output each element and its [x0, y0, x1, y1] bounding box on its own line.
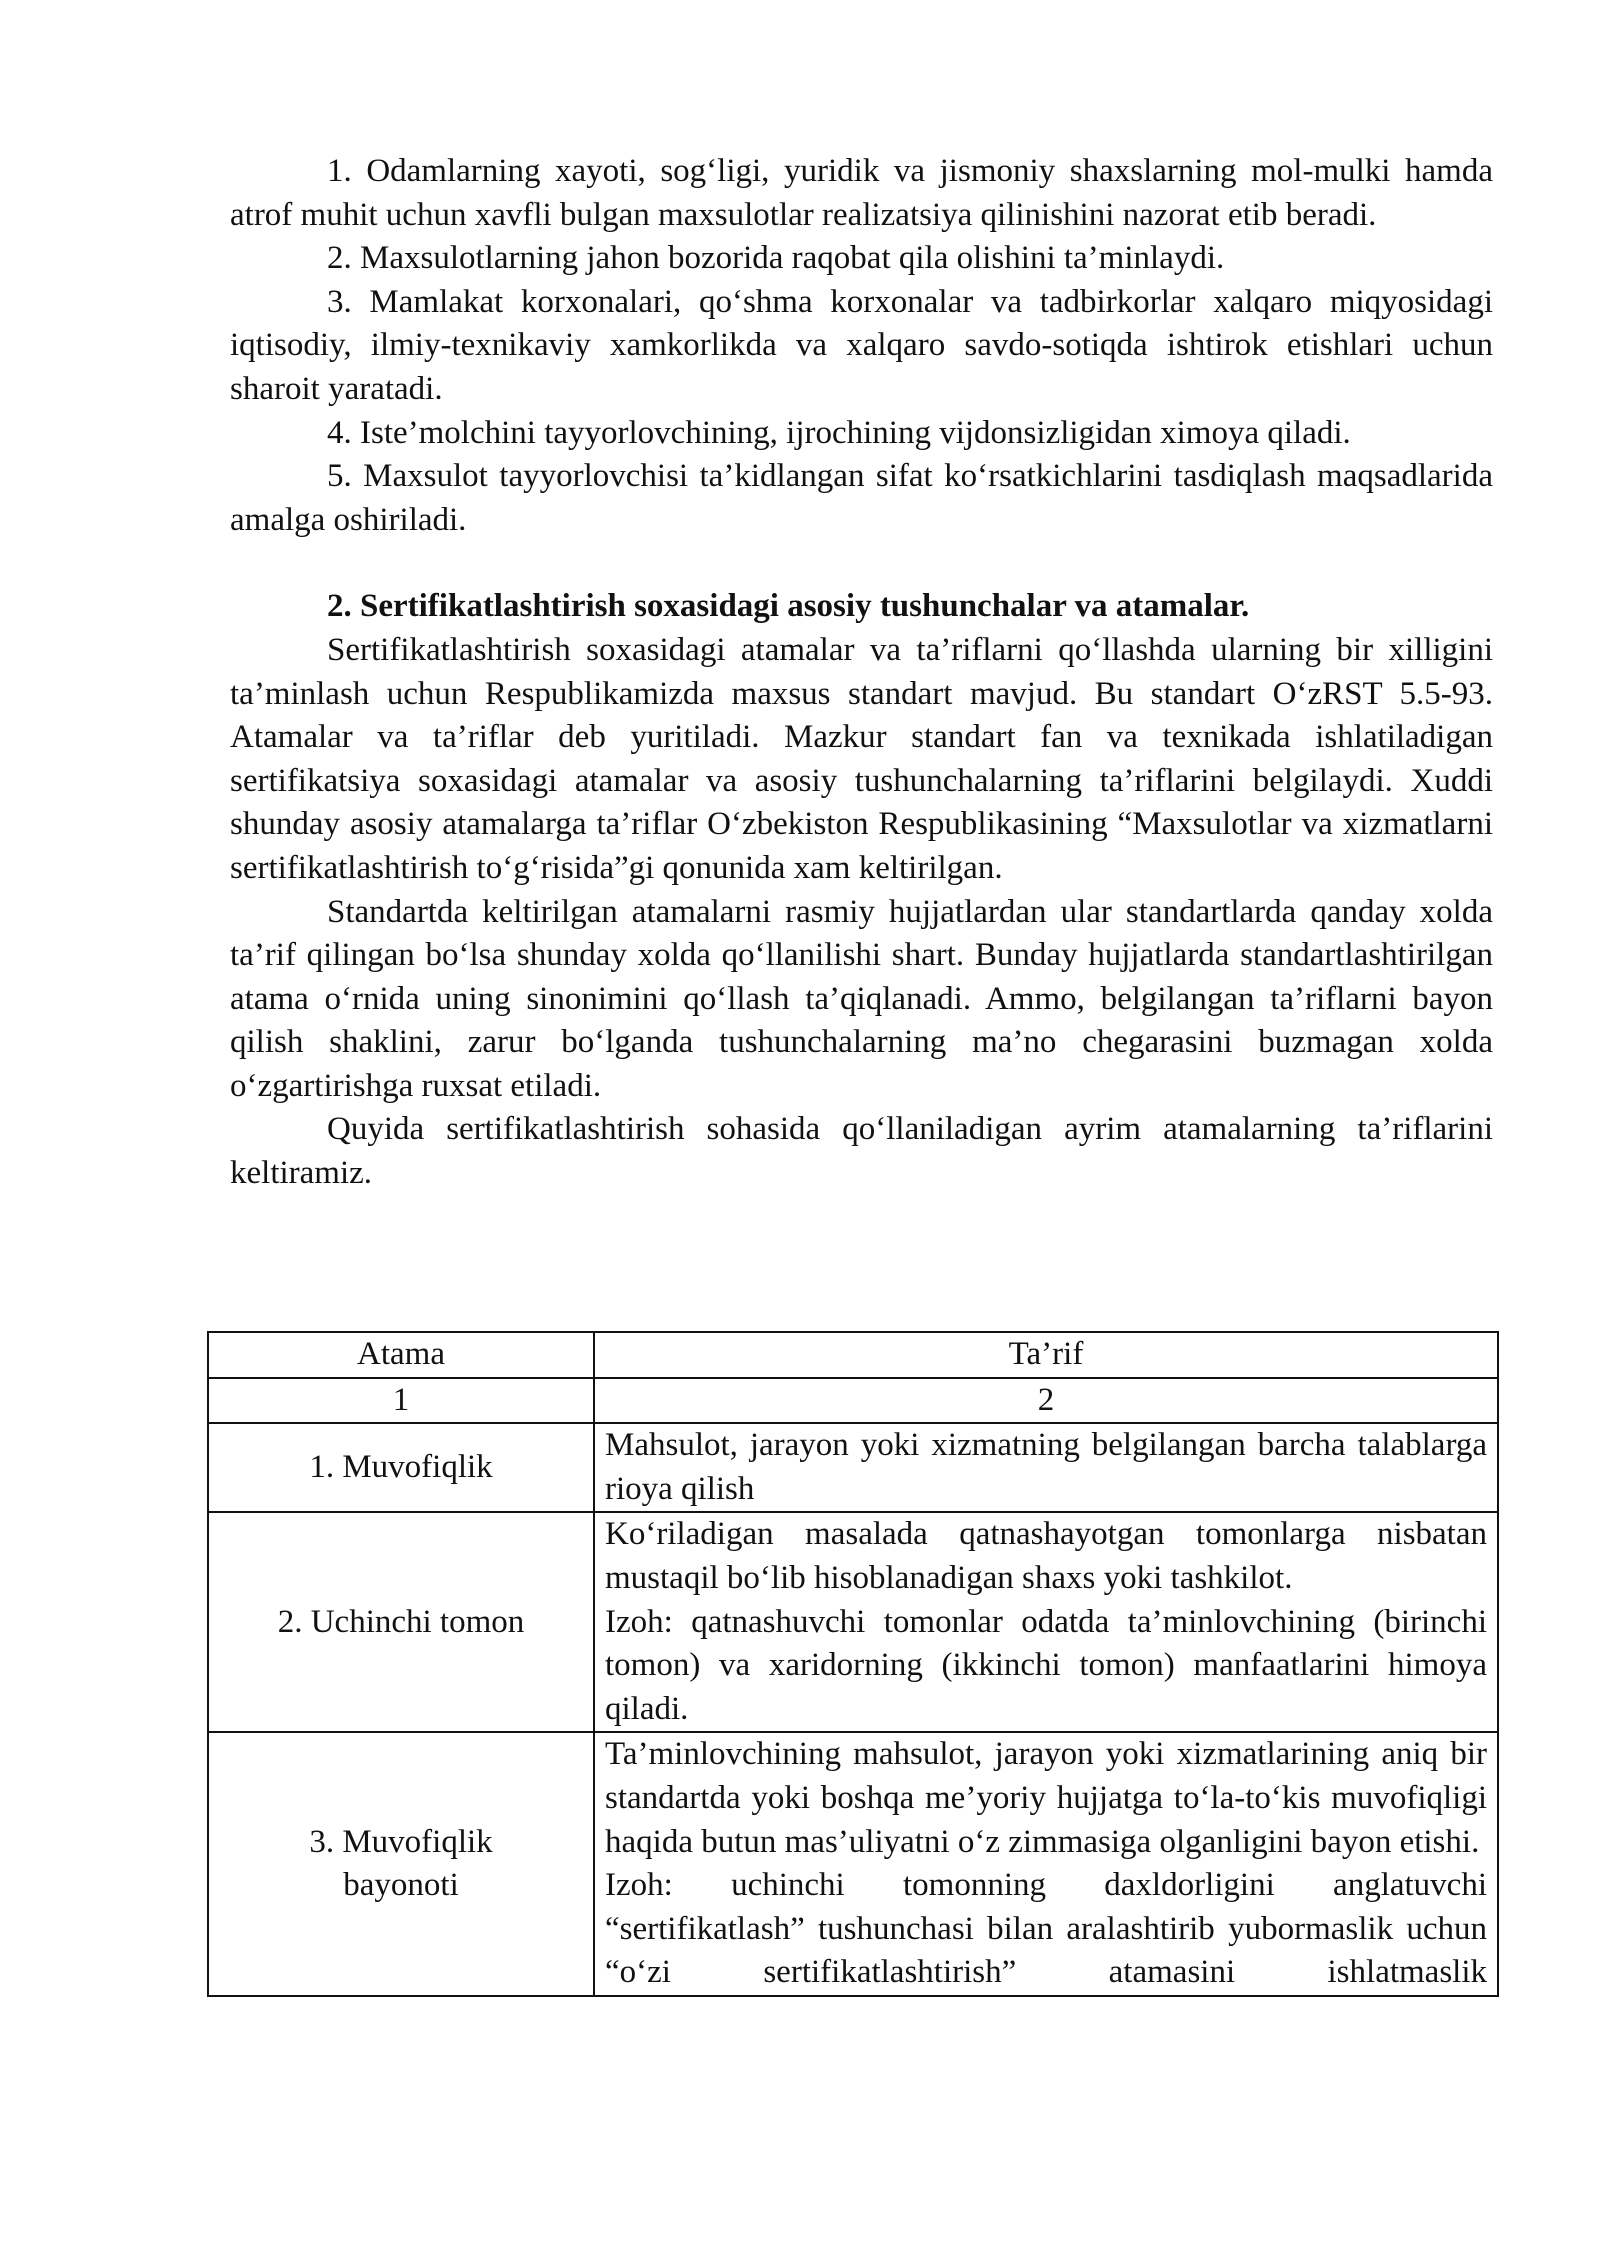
section-heading: 2. Sertifikatlashtirish soxasidagi asosiy tushunchalar va atamalar.	[327, 588, 1250, 625]
definition-note: Izoh: uchinchi tomonning daxldorligini anglatuvchi “sertifikatlash” tushunchasi bilan aralashtirib yubormaslik uchun “o‘zi sertifikatlashtirish” atamasini ishlatmaslik	[605, 1867, 1487, 1991]
section-paragraph-2: Standartda keltirilgan atamalarni rasmiy hujjatlardan ular standartlarda qanday xolda ta’rif qilingan bo‘lsa shunday xolda qo‘llanilishi shart. Bunday hujjatlarda standartlashtirilgan atama o‘rnida uning sinonimini qo‘llash ta’qiqlanadi. Ammo, belgilangan ta’riflarni bayon qilish shaklini, zarur bo‘lganda tushunchalarning ma’no chegarasini buzmagan xolda o‘zgartirishga ruxsat etiladi.	[230, 893, 1493, 1104]
section-paragraph-3: Quyida sertifikatlashtirish sohasida qo‘llaniladigan ayrim atamalarning ta’riflarini keltiramiz.	[230, 1111, 1493, 1192]
list-item-4: 4. Iste’molchini tayyorlovchining, ijrochining vijdonsizligidan ximoya qiladi.	[327, 414, 1351, 451]
table-number-row	[208, 1378, 1498, 1424]
table-row	[208, 1732, 1498, 1996]
term-cell: 2. Uchinchi tomon	[208, 1512, 594, 1732]
list-item-5: 5. Maxsulot tayyorlovchisi ta’kidlangan sifat ko‘rsatkichlarini tasdiqlash maqsadlarida amalga oshiriladi.	[230, 458, 1493, 538]
table-row	[208, 1512, 1498, 1732]
list-item-3: 3. Mamlakat korxonalari, qo‘shma korxonalar va tadbirkorlar xalqaro miqyosidagi iqtisodiy, ilmiy-texnikaviy xamkorlikda va xalqaro savdo-sotiqda ishtirok etishlari uchun sharoit yaratadi.	[230, 283, 1493, 407]
definition-text: Mahsulot, jarayon yoki xizmatning belgilangan barcha talablarga rioya qilish	[605, 1427, 1487, 1507]
header-atama: Atama	[208, 1332, 594, 1378]
column-number-2: 2	[594, 1378, 1498, 1424]
definition-note: Izoh: qatnashuvchi tomonlar odatda ta’minlovchining (birinchi tomon) va xaridorning (ikkinchi tomon) manfaatlarini himoya qiladi.	[605, 1603, 1487, 1727]
definition-text: Ko‘riladigan masalada qatnashayotgan tomonlarga nisbatan mustaqil bo‘lib hisoblanadigan shaxs yoki tashkilot.	[605, 1516, 1487, 1596]
document-body	[230, 150, 1493, 1196]
table-header-row	[208, 1332, 1498, 1378]
definition-cell	[594, 1512, 1498, 1732]
term-cell: 3. Muvofiqlik bayonoti	[208, 1732, 594, 1996]
term-cell: 1. Muvofiqlik	[208, 1423, 594, 1512]
column-number-1: 1	[208, 1378, 594, 1424]
terms-table	[207, 1331, 1499, 1997]
header-tarif: Ta’rif	[594, 1332, 1498, 1378]
definition-cell	[594, 1732, 1498, 1996]
definition-cell	[594, 1423, 1498, 1512]
section-paragraph-1: Sertifikatlashtirish soxasidagi atamalar va ta’riflarni qo‘llashda ularning bir xilligini ta’minlash uchun Respublikamizda maxsus standart mavjud. Bu standart O‘zRST 5.5-93. Atamalar va ta’riflar deb yuritiladi. Mazkur standart fan va texnikada ishlatiladigan sertifikatsiya soxasidagi atamalar va asosiy tushunchalarning ta’riflarini belgilaydi. Xuddi shunday asosiy atamalarga ta’riflar O‘zbekiston Respublikasining “Maxsulotlar va xizmatlarni sertifikatlashtirish to‘g‘risida”gi qonunida xam keltirilgan.	[230, 631, 1493, 886]
table-row	[208, 1423, 1498, 1512]
definition-text: Ta’minlovchining mahsulot, jarayon yoki xizmatlarining aniq bir standartda yoki boshqa me’yoriy hujjatga to‘la-to‘kis muvofiqligi haqida butun mas’uliyatni o‘z zimmasiga olganligini bayon etishi.	[605, 1736, 1487, 1860]
list-item-2: 2. Maxsulotlarning jahon bozorida raqobat qila olishini ta’minlaydi.	[327, 240, 1225, 277]
list-item-1: 1. Odamlarning xayoti, sog‘ligi, yuridik va jismoniy shaxslarning mol-mulki hamda atrof muhit uchun xavfli bulgan maxsulotlar realizatsiya qilinishini nazorat etib beradi.	[230, 153, 1493, 233]
